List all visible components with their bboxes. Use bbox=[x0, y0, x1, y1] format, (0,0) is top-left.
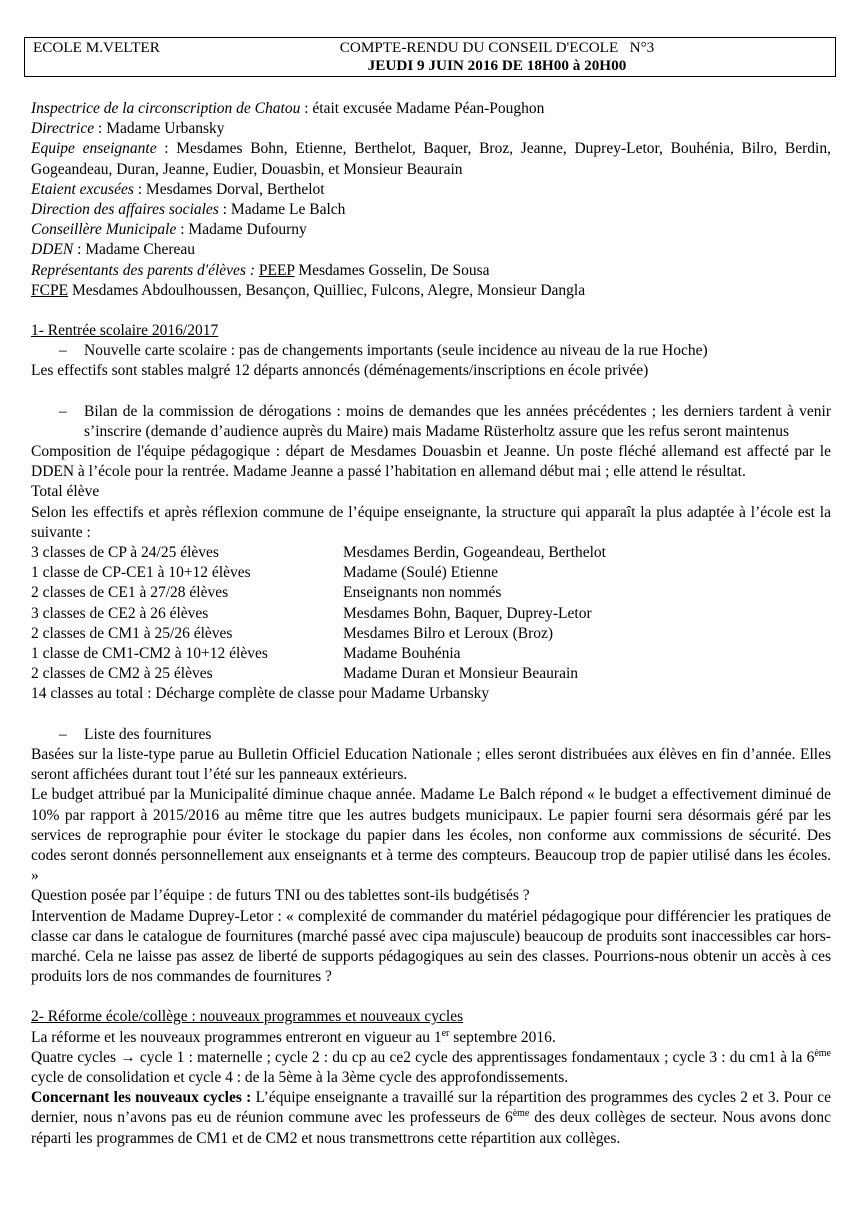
school-name: ECOLE M.VELTER bbox=[33, 39, 160, 56]
attendee-role: Direction des affaires sociales bbox=[31, 201, 219, 219]
bullet-item bbox=[31, 725, 831, 745]
class-structure-table bbox=[31, 543, 831, 684]
text-run: des deux collèges de secteur. Nous avons donc réparti les programmes de CM1 et de CM2 et nous transmettrons cette répartition aux collèges. bbox=[31, 1109, 831, 1147]
attendee-line bbox=[31, 200, 831, 220]
dash-bullet-icon: – bbox=[59, 342, 67, 360]
paragraph: Intervention de Madame Duprey-Letor : « complexité de commander du matériel pédagogique pour différencier les pratiques de classe car dans le catalogue de fournitures (marché passé avec cipa majuscule) beaucoup de produits sont inaccessibles car hors-marché. Cela ne laisse pas assez de liberté de supports pédagogiques au sein des classes. Pourrions-nous obtenir un accès à ces produits lors de nos commandes de fournitures ? bbox=[31, 907, 831, 986]
class-label: 2 classes de CM2 à 25 élèves bbox=[31, 665, 213, 683]
attendee-line bbox=[31, 180, 831, 200]
class-label: 3 classes de CP à 24/25 élèves bbox=[31, 544, 219, 562]
attendee-names: était excusée Madame Péan-Poughon bbox=[312, 100, 545, 117]
attendee-names: Madame Urbansky bbox=[106, 120, 225, 138]
attendee-names: Madame Dufourny bbox=[188, 221, 307, 239]
attendee-line bbox=[31, 240, 831, 260]
bullet-text: Nouvelle carte scolaire : pas de changements importants (seule incidence au niveau de la rue Hoche) bbox=[84, 342, 708, 360]
class-teachers: Mesdames Bilro et Leroux (Broz) bbox=[343, 624, 554, 642]
text-run: Quatre cycles → cycle 1 : maternelle ; cycle 2 : du cp au ce2 cycle des apprentissages fondamentaux ; cycle 3 : du cm1 à la 6 bbox=[31, 1048, 815, 1066]
paragraph: Le budget attribué par la Municipalité diminue chaque année. Madame Le Balch répond « le budget a effectivement diminué de 10% par rapport à 2015/2016 au même titre que les autres budgets municipaux. Le papier fourni sera désormais géré par les services de reprographie pour éviter le stockage du papier dans les écoles, non conforme aux commissions de sécurité. Des codes seront donnés personnellement aux enseignants et à terme des compteurs. Beaucoup trop de papier utilisé dans les écoles. » bbox=[31, 786, 831, 885]
class-label: 2 classes de CE1 à 27/28 élèves bbox=[31, 584, 229, 602]
paragraph bbox=[31, 1088, 831, 1149]
bold-lead: Concernant les nouveaux cycles : bbox=[31, 1089, 252, 1107]
superscript: ème bbox=[814, 1047, 831, 1059]
attendee-line bbox=[31, 119, 831, 139]
spacer bbox=[31, 705, 831, 725]
document-body bbox=[31, 99, 831, 1149]
class-label: 2 classes de CM1 à 25/26 élèves bbox=[31, 624, 233, 642]
attendee-role: Equipe enseignante bbox=[31, 140, 157, 158]
spacer bbox=[31, 987, 831, 1007]
spacer bbox=[31, 301, 831, 321]
bullet-item bbox=[31, 341, 831, 361]
attendee-role: Directrice bbox=[31, 120, 95, 138]
paragraph: Selon les effectifs et après réflexion commune de l’équipe enseignante, la structure qui apparaît la plus adaptée à l’école est la suivante : bbox=[31, 503, 831, 541]
paragraph: Total élève bbox=[31, 483, 100, 501]
class-teachers: Enseignants non nommés bbox=[343, 584, 502, 602]
paragraph: Composition de l'équipe pédagogique : départ de Mesdames Douasbin et Jeanne. Un poste fléché allemand est affecté par le DDEN à l’école pour la rentrée. Madame Jeanne a passé l’habitation en allemand début mai ; elle attend le résultat. bbox=[31, 443, 831, 481]
text-run: septembre 2016. bbox=[449, 1028, 556, 1046]
attendee-line bbox=[31, 99, 831, 119]
text-run: L’équipe enseignante a travaillé sur la répartition des programmes des cycles 2 et 3. Pour ce dernier, nous n’avons pas eu de réunion commune avec les professeurs de 6 bbox=[31, 1089, 831, 1127]
bullet-text: Liste des fournitures bbox=[84, 725, 212, 743]
attendee-sep: : bbox=[300, 100, 313, 117]
peep-names: Mesdames Gosselin, De Sousa bbox=[294, 261, 490, 279]
class-teachers: Madame (Soulé) Etienne bbox=[343, 564, 498, 582]
paragraph: 14 classes au total : Décharge complète de classe pour Madame Urbansky bbox=[31, 685, 490, 703]
attendee-role: DDEN bbox=[31, 241, 74, 259]
attendee-sep: : bbox=[176, 221, 189, 239]
attendee-sep: : bbox=[218, 201, 231, 219]
parents-peep-line bbox=[31, 261, 831, 281]
text-run: La réforme et les nouveaux programmes entreront en vigueur au 1 bbox=[31, 1028, 442, 1046]
paragraph: Basées sur la liste-type parue au Bulletin Officiel Education Nationale ; elles seront distribuées aux élèves en fin d’année. Elles seront affichées durant tout l’été sur les panneaux extérieurs. bbox=[31, 745, 831, 784]
dash-bullet-icon: – bbox=[59, 725, 67, 743]
meeting-date: JEUDI 9 JUIN 2016 DE 18H00 à 20H00 bbox=[367, 57, 627, 74]
fcpe-label: FCPE bbox=[31, 281, 69, 299]
parents-fcpe-line bbox=[31, 281, 831, 301]
attendee-role: Inspectrice de la circonscription de Chatou bbox=[31, 100, 301, 117]
fcpe-names: Mesdames Abdoulhoussen, Besançon, Quilliec, Fulcons, Alegre, Monsieur Dangla bbox=[68, 281, 586, 299]
class-teachers: Madame Duran et Monsieur Beaurain bbox=[343, 665, 579, 683]
attendee-role: Conseillère Municipale bbox=[31, 221, 177, 239]
section-rentree bbox=[31, 321, 831, 987]
document-title-block bbox=[297, 39, 697, 75]
class-label: 1 classe de CM1-CM2 à 10+12 élèves bbox=[31, 645, 268, 663]
paragraph: Question posée par l’équipe : de futurs TNI ou des tablettes sont-ils budgétisés ? bbox=[31, 887, 530, 905]
class-teachers: Madame Bouhénia bbox=[343, 645, 461, 663]
dash-bullet-icon: – bbox=[59, 402, 67, 420]
attendee-sep: : bbox=[94, 120, 107, 138]
text-run: cycle de consolidation et cycle 4 : de la 5ème à la 3ème cycle des approfondissements. bbox=[31, 1068, 569, 1086]
section-title: 1- Rentrée scolaire 2016/2017 bbox=[31, 322, 219, 340]
parents-label: Représentants des parents d'élèves : bbox=[31, 261, 259, 279]
section-reforme bbox=[31, 1007, 831, 1148]
attendee-sep: : bbox=[133, 180, 146, 198]
attendee-role: Etaient excusées bbox=[31, 180, 134, 198]
section-title: 2- Réforme école/collège : nouveaux programmes et nouveaux cycles bbox=[31, 1008, 464, 1026]
document-header bbox=[24, 37, 836, 77]
attendee-sep: : bbox=[73, 241, 86, 259]
class-label: 1 classe de CP-CE1 à 10+12 élèves bbox=[31, 564, 251, 582]
attendees-list bbox=[31, 99, 831, 301]
attendee-names: Madame Le Balch bbox=[230, 201, 346, 219]
superscript: er bbox=[441, 1027, 450, 1039]
paragraph: Les effectifs sont stables malgré 12 départs annoncés (déménagements/inscriptions en école privée) bbox=[31, 362, 649, 380]
class-teachers: Mesdames Berdin, Gogeandeau, Berthelot bbox=[343, 544, 606, 562]
attendee-names: Mesdames Dorval, Berthelot bbox=[145, 180, 325, 198]
attendee-sep: : bbox=[156, 140, 177, 158]
paragraph bbox=[31, 1028, 831, 1048]
spacer bbox=[31, 382, 831, 402]
peep-label: PEEP bbox=[258, 261, 295, 279]
class-label: 3 classes de CE2 à 26 élèves bbox=[31, 604, 209, 622]
attendee-names: Mesdames Bohn, Etienne, Berthelot, Baquer, Broz, Jeanne, Duprey-Letor, Bouhénia, Bilro, Berdin, Gogeandeau, Duran, Jeanne, Eudier, Douasbin, et Monsieur Beaurain bbox=[31, 140, 831, 178]
attendee-line bbox=[31, 139, 831, 179]
class-teachers: Mesdames Bohn, Baquer, Duprey-Letor bbox=[343, 604, 592, 622]
attendee-line bbox=[31, 220, 831, 240]
superscript: ème bbox=[512, 1108, 530, 1120]
paragraph bbox=[31, 1048, 831, 1088]
document-title: COMPTE-RENDU DU CONSEIL D'ECOLE N°3 bbox=[339, 39, 655, 56]
bullet-item bbox=[31, 402, 831, 442]
bullet-text: Bilan de la commission de dérogations : moins de demandes que les années précédentes ; les derniers tardent à venir s’inscrire (demande d’audience auprès du Maire) mais Madame Rüsterholtz assure que les refus seront maintenus bbox=[84, 402, 831, 440]
attendee-names: Madame Chereau bbox=[85, 241, 196, 259]
